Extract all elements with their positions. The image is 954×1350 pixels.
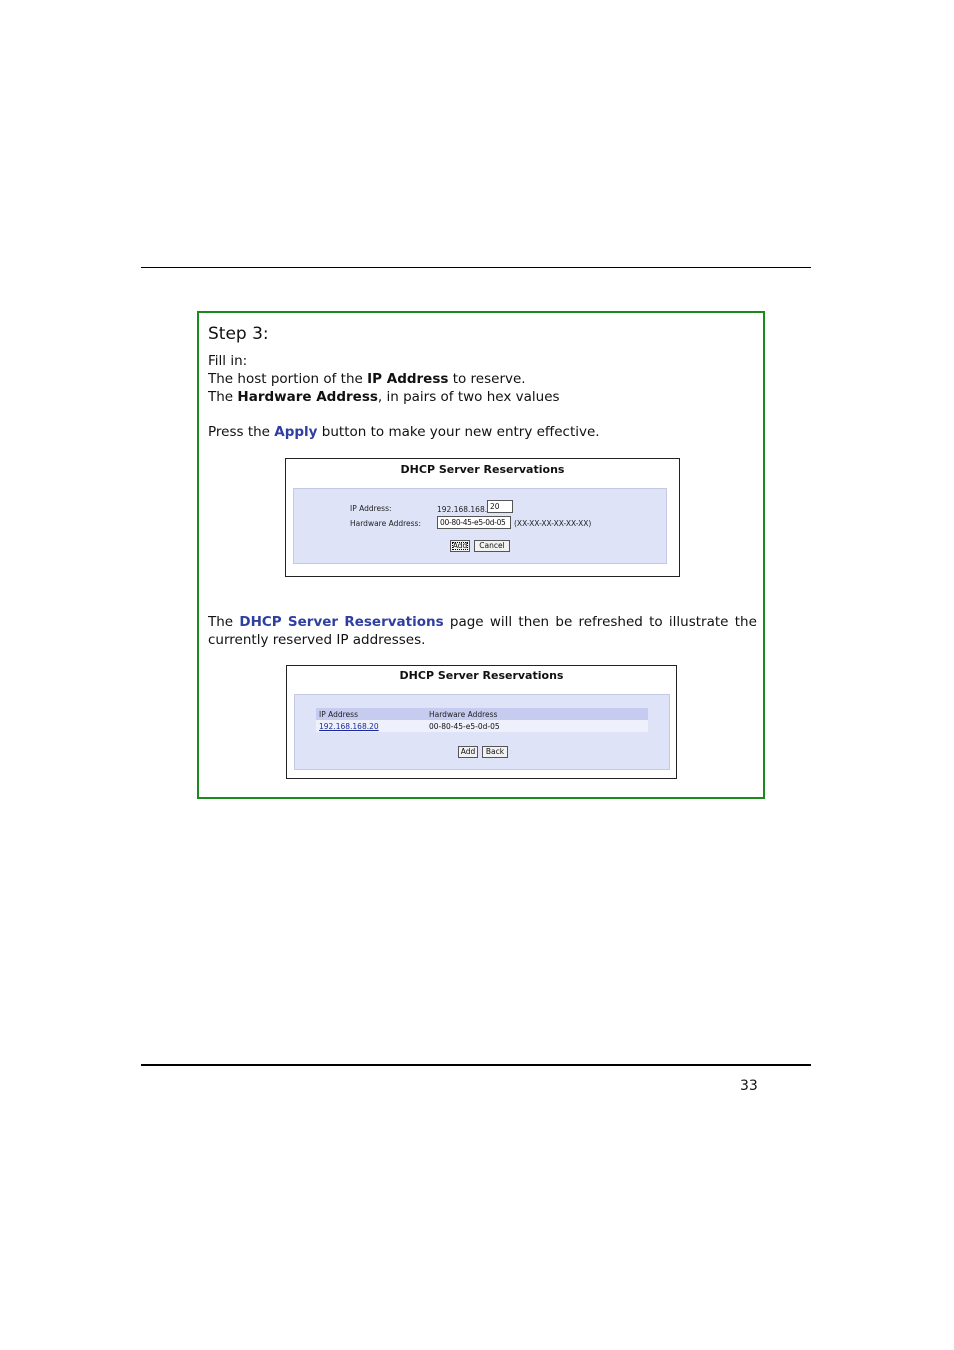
table-header-row	[316, 708, 648, 720]
page-number: 33	[740, 1078, 758, 1094]
ip-instruction: The host portion of the IP Address to reserve.	[208, 371, 526, 387]
step-3-box	[197, 311, 765, 799]
reservations-term: Reservations	[344, 614, 444, 630]
ip-prefix: 192.168.168.	[437, 505, 488, 514]
hw-instruction: The Hardware Address, in pairs of two hex values	[208, 389, 560, 405]
form-shot-title: DHCP Server Reservations	[400, 463, 565, 476]
cancel-button[interactable]: Cancel	[474, 540, 510, 552]
refresh-line-1: The DHCP Server Reservations page will then be refreshed to illustrate the	[208, 614, 757, 630]
table-row	[316, 720, 648, 732]
apply-term: Apply	[274, 424, 318, 440]
server-term: Server	[287, 614, 339, 630]
hardware-address-label: Hardware Address:	[350, 519, 421, 528]
dhcp-term: DHCP	[239, 614, 282, 630]
ip-address-label: IP Address:	[350, 504, 392, 513]
hardware-address-term: Hardware Address	[237, 389, 378, 405]
apply-instruction: Press the Apply button to make your new entry effective.	[208, 424, 600, 440]
reservations-table	[316, 708, 648, 732]
column-ip-address: IP Address	[316, 708, 426, 720]
list-panel	[294, 694, 670, 770]
refresh-description	[208, 613, 757, 649]
footer-rule	[141, 1064, 811, 1066]
refresh-line-2: currently reserved IP addresses.	[208, 632, 426, 648]
reservation-hw-cell: 00-80-45-e5-0d-05	[426, 720, 648, 732]
column-hardware-address: Hardware Address	[426, 708, 648, 720]
hardware-address-input[interactable]: 00-80-45-e5-0d-05	[437, 516, 511, 529]
form-screenshot	[285, 458, 680, 577]
back-button[interactable]: Back	[482, 746, 508, 758]
ip-address-term: IP Address	[367, 371, 449, 387]
list-shot-title: DHCP Server Reservations	[399, 669, 564, 682]
ip-host-input[interactable]: 20	[487, 500, 513, 513]
hardware-format-hint: (XX-XX-XX-XX-XX-XX)	[514, 519, 592, 528]
list-add-button[interactable]: Add	[458, 746, 478, 758]
step-title: Step 3:	[208, 324, 269, 344]
fill-in-label: Fill in:	[208, 353, 248, 369]
add-button[interactable]: Add	[450, 540, 470, 552]
form-panel	[293, 488, 667, 564]
header-rule	[141, 267, 811, 268]
list-screenshot	[286, 665, 677, 779]
reservation-ip-link[interactable]: 192.168.168.20	[319, 721, 379, 731]
reservation-ip-cell	[316, 720, 426, 732]
